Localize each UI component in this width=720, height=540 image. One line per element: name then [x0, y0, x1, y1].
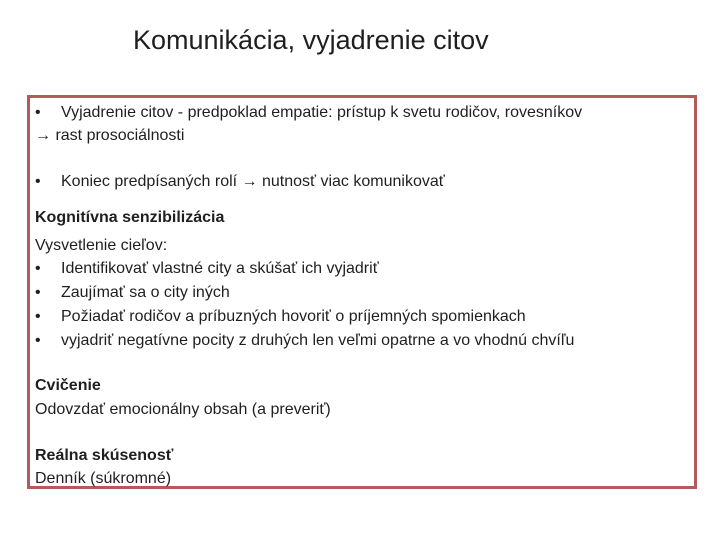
top-bullet-2-text: Koniec predpísaných rolí → nutnosť viac komunikovať	[61, 173, 445, 190]
bullet-dot: •	[35, 308, 41, 325]
section-heading-kognitivna: Kognitívna senzibilizácia	[35, 209, 225, 226]
bullet-dot: •	[35, 104, 41, 121]
list-item-text: Požiadať rodičov a príbuzných hovoriť o príjemných spomienkach	[61, 308, 526, 325]
bullet-dot: •	[35, 260, 41, 277]
list-item-text: vyjadriť negatívne pocity z druhých len veľmi opatrne a vo vhodnú chvíľu	[61, 332, 575, 349]
section-text-realna: Denník (súkromné)	[35, 470, 172, 487]
list-item-text: Identifikovať vlastné city a skúšať ich vyjadriť	[61, 260, 379, 277]
top-bullet-2	[35, 170, 445, 193]
top-bullet-1-continuation: → rast prosociálnosti	[35, 127, 185, 144]
bullet-dot: •	[35, 284, 41, 301]
list-item	[35, 257, 379, 280]
list-item-text: Zaujímať sa o city iných	[61, 284, 230, 301]
section-subheading: Vysvetlenie cieľov:	[35, 237, 168, 254]
list-item	[35, 305, 526, 328]
top-bullet-1	[35, 101, 582, 124]
list-item	[35, 329, 574, 352]
bullet-dot: •	[35, 173, 41, 190]
slide-title: Komunikácia, vyjadrenie citov	[133, 25, 489, 55]
bullet-dot: •	[35, 332, 41, 349]
section-heading-cvicenie: Cvičenie	[35, 377, 101, 394]
section-text-cvicenie: Odovzdať emocionálny obsah (a preveriť)	[35, 401, 331, 418]
top-bullet-1-text: Vyjadrenie citov - predpoklad empatie: prístup k svetu rodičov, rovesníkov	[61, 104, 583, 121]
section-heading-realna: Reálna skúsenosť	[35, 447, 174, 464]
list-item	[35, 281, 230, 304]
